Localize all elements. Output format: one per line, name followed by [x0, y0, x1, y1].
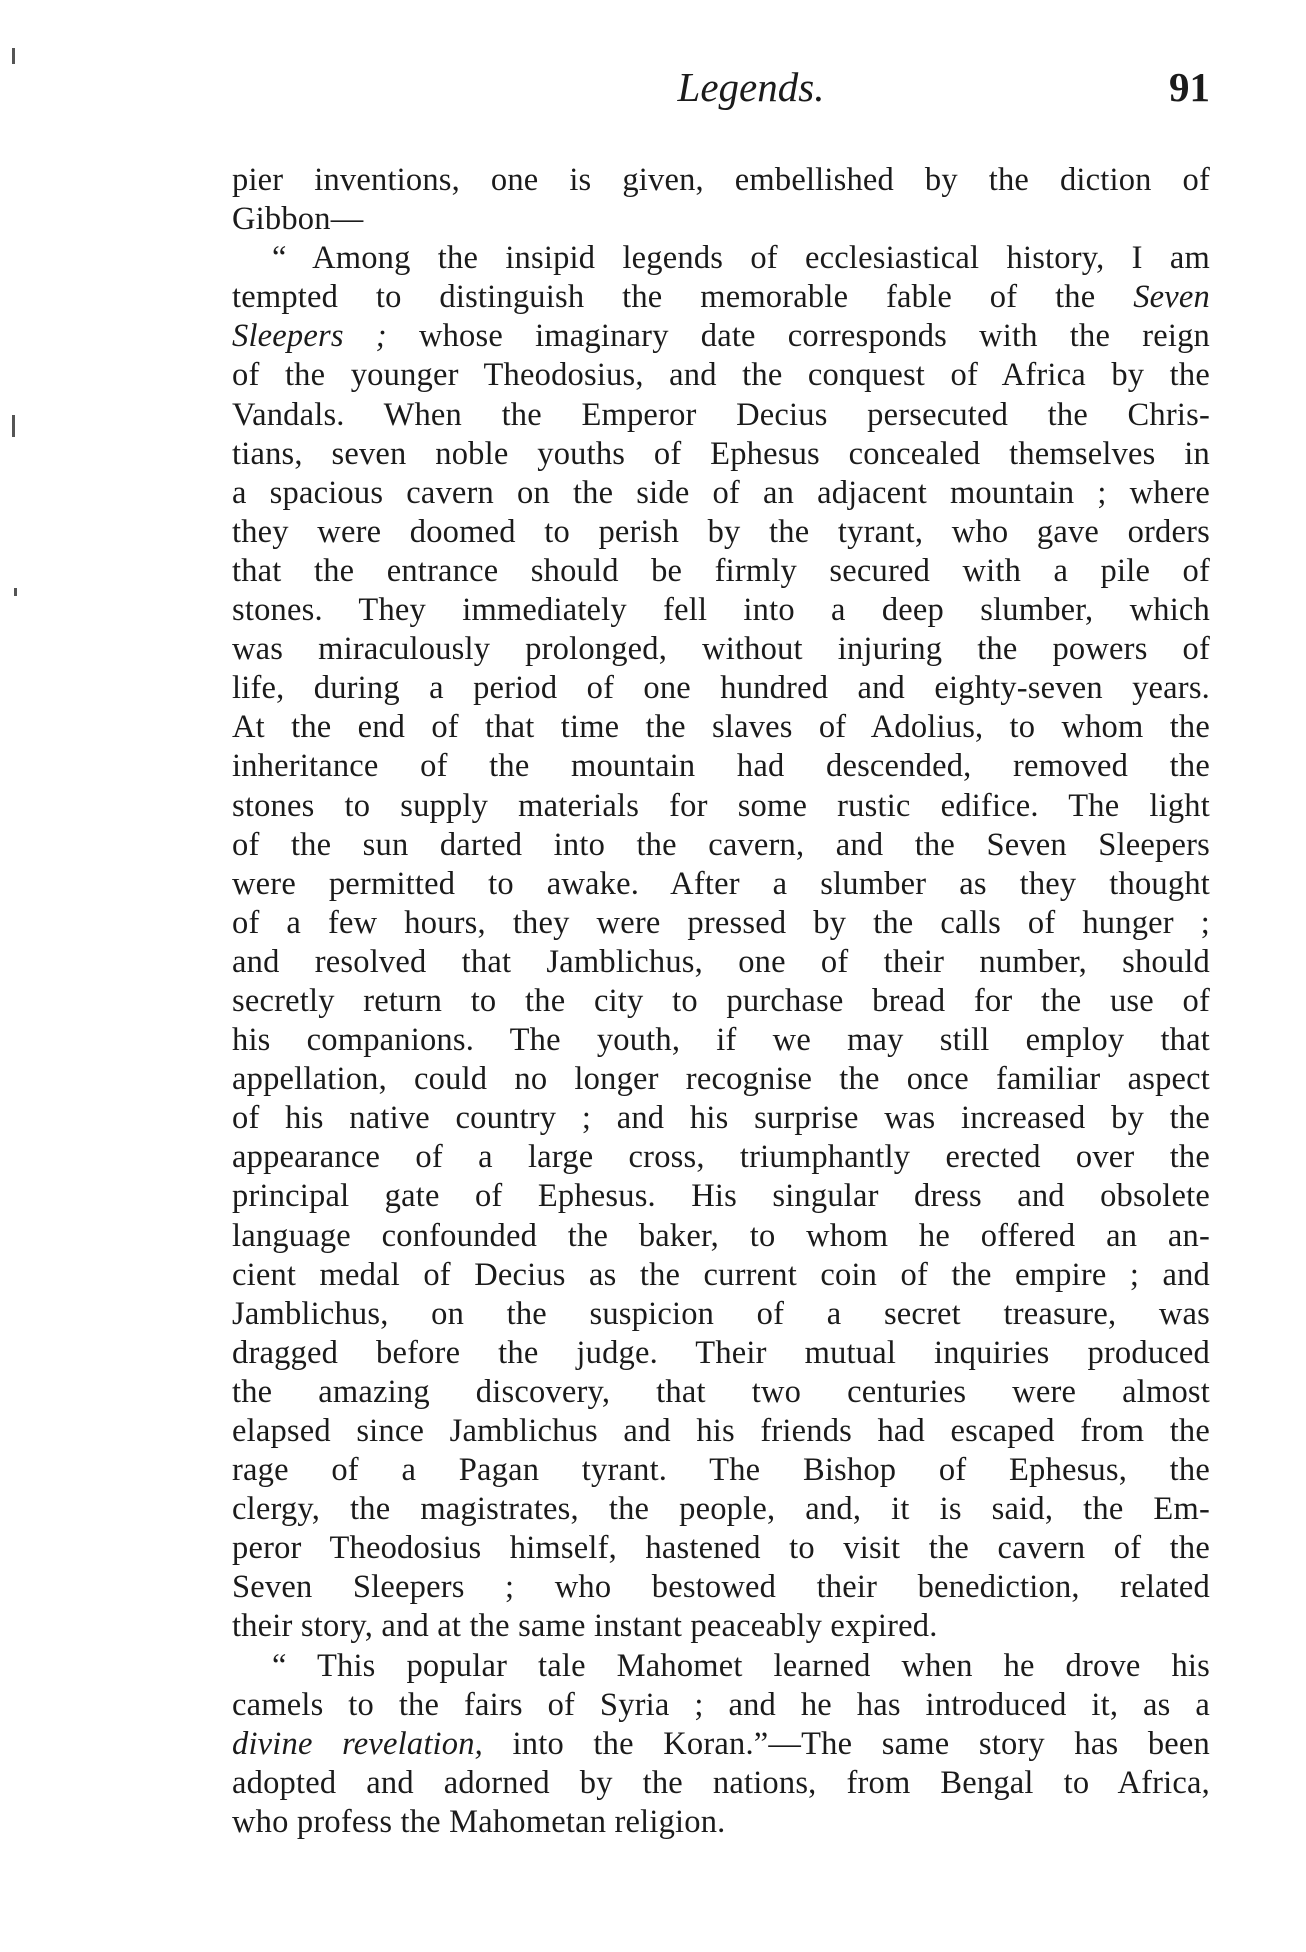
body-text — [232, 161, 1210, 1842]
text-line — [232, 278, 1210, 317]
text-line — [232, 1256, 1210, 1295]
line-text: “ Among the insipid legends of ecclesiastical history, I am — [272, 240, 1210, 277]
line-text: tians, seven noble youths of Ephesus concealed themselves in — [232, 435, 1210, 472]
text-line — [232, 747, 1210, 786]
text-line — [232, 1607, 1210, 1646]
line-text: appearance of a large cross, triumphantly erected over the — [232, 1139, 1210, 1176]
line-text: was miraculously prolonged, without injuring the powers of — [232, 631, 1210, 668]
text-line — [232, 1412, 1210, 1451]
line-text: adopted and adorned by the nations, from Bengal to Africa, — [232, 1764, 1210, 1801]
line-text: that the entrance should be firmly secured with a pile of — [232, 552, 1210, 589]
text-line — [232, 1060, 1210, 1099]
text-line — [232, 1373, 1210, 1412]
line-text: and resolved that Jamblichus, one of their number, should — [232, 943, 1210, 980]
line-text: whose imaginary date corresponds with the reign — [418, 318, 1210, 355]
margin-mark — [12, 48, 15, 64]
line-text: pier inventions, one is given, embellished by the diction of — [232, 162, 1210, 198]
margin-mark — [14, 588, 17, 596]
running-header — [232, 62, 1210, 112]
italic-phrase: divine revelation, — [232, 1725, 484, 1762]
line-text: Vandals. When the Emperor Decius persecuted the Chris- — [232, 396, 1210, 433]
text-line — [232, 435, 1210, 474]
text-line — [232, 356, 1210, 395]
line-text: camels to the fairs of Syria ; and he has introduced it, as a — [232, 1686, 1210, 1723]
text-line — [232, 474, 1210, 513]
text-line — [232, 904, 1210, 943]
line-text: Jamblichus, on the suspicion of a secret treasure, was — [232, 1295, 1210, 1332]
text-line — [232, 1295, 1210, 1334]
line-text: who profess the Mahometan religion. — [232, 1803, 726, 1840]
line-text: language confounded the baker, to whom he offered an an- — [232, 1217, 1210, 1254]
line-text: At the end of that time the slaves of Adolius, to whom the — [232, 709, 1210, 746]
margin-mark — [12, 415, 15, 437]
text-line — [232, 1217, 1210, 1256]
line-text: Gibbon— — [232, 201, 364, 238]
italic-phrase: Seven — [1133, 279, 1210, 316]
text-line — [232, 982, 1210, 1021]
text-line — [232, 1334, 1210, 1373]
line-text: a spacious cavern on the side of an adjacent mountain ; where — [232, 474, 1210, 511]
line-text: the amazing discovery, that two centuries were almost — [232, 1373, 1210, 1410]
line-text: principal gate of Ephesus. His singular dress and obsolete — [232, 1178, 1210, 1215]
line-text: of a few hours, they were pressed by the calls of hunger ; — [232, 904, 1210, 941]
line-text: dragged before the judge. Their mutual inquiries produced — [232, 1334, 1210, 1371]
line-text: stones to supply materials for some rustic edifice. The light — [232, 787, 1210, 824]
page-number: 91 — [1169, 64, 1210, 110]
text-line — [232, 552, 1210, 591]
line-text: “ This popular tale Mahomet learned when he drove his — [272, 1647, 1210, 1684]
line-text: they were doomed to perish by the tyrant, who gave orders — [232, 513, 1210, 550]
text-line — [232, 1686, 1210, 1725]
text-line — [232, 1177, 1210, 1216]
line-text: elapsed since Jamblichus and his friends had escaped from the — [232, 1413, 1210, 1449]
line-text: peror Theodosius himself, hastened to visit the cavern of the — [232, 1530, 1210, 1567]
text-line — [232, 1099, 1210, 1138]
text-line — [232, 513, 1210, 552]
line-text: cient medal of Decius as the current coin of the empire ; and — [232, 1256, 1210, 1293]
text-line — [232, 826, 1210, 865]
line-text: secretly return to the city to purchase bread for the use of — [232, 982, 1210, 1019]
text-line — [232, 1803, 1210, 1842]
text-line — [232, 161, 1210, 200]
italic-phrase: Sleepers ; — [232, 318, 387, 355]
line-text: tempted to distinguish the memorable fable of the — [232, 279, 1096, 316]
text-line — [232, 396, 1210, 435]
line-text: inheritance of the mountain had descended, removed the — [232, 748, 1210, 785]
line-text: were permitted to awake. After a slumber as they thought — [232, 865, 1210, 902]
text-line — [232, 1138, 1210, 1177]
line-text: life, during a period of one hundred and eighty-seven years. — [232, 670, 1210, 707]
line-text: appellation, could no longer recognise the once familiar aspect — [232, 1061, 1210, 1098]
text-line — [232, 239, 1210, 278]
text-line — [232, 1021, 1210, 1060]
text-line — [232, 943, 1210, 982]
text-line — [232, 591, 1210, 630]
text-line — [232, 1764, 1210, 1803]
text-line — [232, 1725, 1210, 1764]
text-line — [232, 865, 1210, 904]
line-text: his companions. The youth, if we may still employ that — [232, 1022, 1210, 1059]
line-text: rage of a Pagan tyrant. The Bishop of Ephesus, the — [232, 1452, 1210, 1489]
line-text: of his native country ; and his surprise was increased by the — [232, 1100, 1210, 1137]
text-line — [232, 630, 1210, 669]
text-line — [232, 200, 1210, 239]
line-text: into the Koran.”—The same story has been — [512, 1725, 1210, 1762]
line-text: their story, and at the same instant peaceably expired. — [232, 1608, 938, 1645]
text-line — [232, 669, 1210, 708]
text-line — [232, 1490, 1210, 1529]
line-text: Seven Sleepers ; who bestowed their benediction, related — [232, 1569, 1210, 1606]
text-line — [232, 1647, 1210, 1686]
text-line — [232, 1451, 1210, 1490]
text-line — [232, 1529, 1210, 1568]
running-title: Legends. — [677, 64, 825, 110]
text-line — [232, 708, 1210, 747]
line-text: of the younger Theodosius, and the conquest of Africa by the — [232, 357, 1210, 394]
line-text: of the sun darted into the cavern, and the Seven Sleepers — [232, 826, 1210, 863]
line-text: clergy, the magistrates, the people, and, it is said, the Em- — [232, 1491, 1210, 1528]
line-text: stones. They immediately fell into a deep slumber, which — [232, 592, 1210, 629]
text-line — [232, 1568, 1210, 1607]
text-line — [232, 317, 1210, 356]
text-line — [232, 787, 1210, 826]
